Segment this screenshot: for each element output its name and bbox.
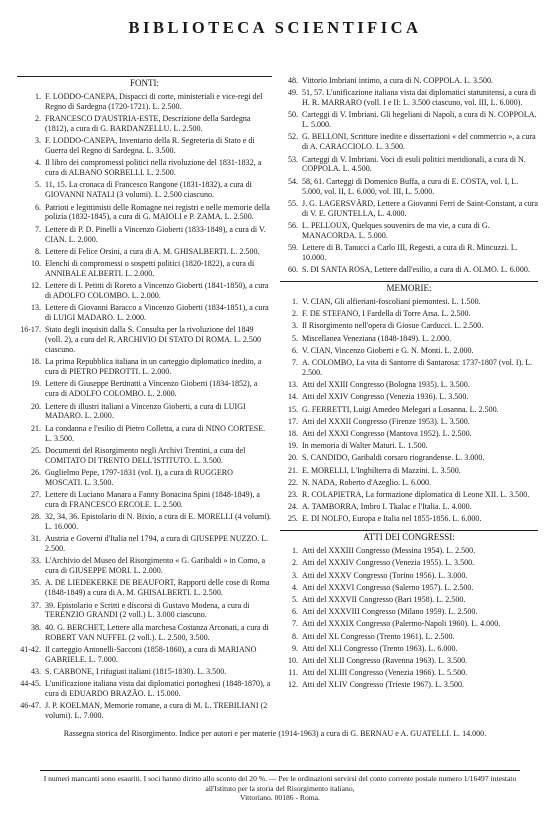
- list-item: [17, 578, 272, 598]
- item-number: 25.: [287, 514, 298, 524]
- list-item: [17, 180, 272, 200]
- item-number: 21.: [30, 423, 41, 433]
- item-text: A. COLOMBO, La vita di Santorre di Santarosa: 1737-1807 (vol. I). L. 2.500.: [302, 358, 533, 377]
- list-item: [17, 446, 272, 466]
- list-item: [17, 357, 272, 377]
- list-item: [280, 466, 538, 476]
- list-item: [280, 88, 538, 108]
- item-text: Atti del XXXVIII Congresso (Milano 1959). L. 2.500.: [302, 607, 478, 617]
- item-text: 58, 61. Carteggi di Domenico Buffa, a cura di E. COSTA, vol. I, L. 5.000, vol. II, L. 6.000, vol. III, L. 5.000.: [302, 176, 519, 196]
- item-text: Miscellanea Veneziana (1848-1849). L. 2.000.: [302, 333, 452, 343]
- item-number: 12.: [30, 281, 41, 291]
- item-text: La condanna e l'esilio di Pietro Colletta, a cura di NINO CORTESE. L. 3.500.: [45, 423, 266, 443]
- item-text: Austria e Governi d'Italia nel 1794, a cura di GIUSEPPE NUZZO. L. 2.500.: [45, 534, 269, 554]
- list-item: [17, 679, 272, 699]
- item-text: A. DE LIEDEKERKE DE BEAUFORT, Rapporti delle cose di Roma (1848-1849) a cura di A. M. GHISALBERTI. L. 2.500.: [45, 578, 270, 598]
- item-number: 54.: [287, 176, 298, 186]
- list-item: [280, 453, 538, 463]
- fonti-heading: FONTI:: [17, 76, 272, 89]
- item-text: Guglielmo Pepe, 1797-1831 (vol. I), a cura di RUGGERO MOSCATI. L. 3.500.: [45, 467, 233, 487]
- item-text: Atti del XXXIII Congresso (Messina 1954). L. 2.500.: [302, 546, 476, 556]
- item-number: 15.: [287, 404, 298, 414]
- item-text: Carteggi di V. Imbriani. Gli hegeliani di Napoli, a cura di N. COPPOLA. L. 5.000.: [302, 110, 537, 130]
- list-item: [280, 380, 538, 390]
- item-text: N. NADA, Roberto d'Azeglio. L. 6.000.: [302, 477, 432, 487]
- item-text: Lettere di I. Petitti di Roreto a Vincenzo Gioberti (1841-1850), a cura di ADOLFO COLOMBO. L. 2.000.: [45, 281, 269, 300]
- list-item: [280, 392, 538, 402]
- item-number: 2.: [291, 309, 298, 319]
- list-item: [280, 583, 538, 593]
- list-item: [17, 114, 272, 134]
- item-text: E. MORELLI, L'Inghilterra di Mazzini. L. 3.500.: [302, 465, 461, 475]
- item-text: J. P. KOELMAN, Memorie romane, a cura di M. L. TREBILIANI (2 volumi). L. 7.000.: [45, 701, 268, 721]
- item-number: 48.: [287, 76, 298, 85]
- item-number: 22.: [287, 477, 298, 487]
- item-text: 32, 34, 36. Epistolario di N. Bixio, a cura di E. MORELLI (4 volumi). L. 16.000.: [45, 512, 272, 531]
- item-number: 31.: [30, 534, 41, 544]
- item-number: 25.: [30, 445, 41, 455]
- item-text: 51, 57. L'unificazione italiana vista dai diplomatici statunitensi, a cura di H. R. MARRARO (voll. I e II: L. 3.500 ciascuno, vol. III, L. 6.000).: [302, 88, 537, 108]
- list-item: [280, 558, 538, 568]
- item-number: 18.: [30, 357, 41, 367]
- list-item: [280, 297, 538, 307]
- item-text: Atti del XXXIV Congresso (Venezia 1955). L. 3.500.: [302, 558, 475, 568]
- item-number: 6.: [291, 345, 298, 355]
- item-text: G. BELLONI, Scritture inedite e dissertazioni « del commercio », a cura di A. CARACCIOLO. L. 3.500.: [302, 132, 536, 152]
- item-number: 19.: [287, 441, 298, 451]
- item-number: 14.: [287, 392, 298, 402]
- item-number: 24.: [287, 502, 298, 512]
- item-number: 1.: [34, 92, 41, 101]
- item-number: 4.: [291, 582, 298, 592]
- item-text: E. DI NOLFO, Europa e Italia nel 1855-1856. L. 6.000.: [302, 514, 482, 524]
- item-text: Lettere di Felice Orsini, a cura di A. M. GHISALBERTI. L. 2.500.: [45, 246, 260, 256]
- list-item: [17, 303, 272, 323]
- item-text: FRANCESCO D'AUSTRIA-ESTE, Descrizione della Sardegna (1812), a cura di G. BARDANZELLU. L. 2.500.: [45, 114, 251, 134]
- item-text: Carteggi di V. Imbriani. Voci di esuli politici meridionali, a cura di N. COPPOLA. L. 4.500.: [302, 154, 526, 174]
- right-column: [280, 76, 538, 693]
- atti-heading: ATTI DEI CONGRESSI:: [280, 530, 538, 543]
- item-text: Atti del XLIII Congresso (Venezia 1966). L. 5.500.: [302, 668, 468, 678]
- page-title: BIBLIOTECA SCIENTIFICA: [128, 18, 422, 37]
- item-number: 20.: [287, 453, 298, 463]
- item-number: 8.: [34, 246, 41, 256]
- item-number: 9.: [291, 643, 298, 653]
- list-item: [17, 92, 272, 112]
- list-item: [17, 601, 272, 621]
- item-text: V. CIAN, Gli alfieriani-foscoliani piemontesi. L. 1.500.: [302, 296, 481, 306]
- item-text: Il libro dei compromessi politici nella rivoluzione del 1831-1832, a cura di ALBANO SORBELLI. L. 2.500.: [45, 158, 262, 178]
- item-text: A. TAMBORRA, Imbro I. Tkalac e l'Italia. L. 4.000.: [302, 502, 472, 512]
- list-item: [17, 512, 272, 532]
- list-item: [17, 645, 272, 665]
- item-number: 21.: [287, 465, 298, 475]
- list-item: [280, 478, 538, 488]
- list-item: [17, 325, 272, 355]
- list-item: [17, 158, 272, 178]
- list-item: [280, 199, 538, 219]
- list-item: [280, 595, 538, 605]
- item-text: F. LODDO-CANEPA, Dispacci di corte, ministeriali e vice-regi del Regno di Sardegna (1720-1721). L. 2.500.: [45, 92, 263, 111]
- item-number: 10.: [287, 656, 298, 666]
- list-item: [17, 534, 272, 554]
- list-item: [280, 243, 538, 263]
- list-item: [280, 656, 538, 666]
- item-number: 3.: [34, 136, 41, 146]
- item-text: Patrioti e legittimisti delle Romagne nei registri e nelle memorie della polizia (1832-1845), a cura di G. MAIOLI e P. ZAMA. L. 2.500.: [45, 202, 270, 222]
- item-text: Lettere di Giovanni Baracco a Vincenzo Gioberti (1834-1851), a cura di LUIGI MADARO. L. 2.000.: [45, 303, 269, 323]
- item-text: Lettere di illustri italiani a Vincenzo Gioberti, a cura di LUIGI MADARO. L. 2.000.: [45, 401, 246, 421]
- item-text: G. FERRETTI, Luigi Amedeo Melegari a Losanna. L. 2.500.: [302, 404, 499, 414]
- item-number: 41-42.: [20, 644, 41, 654]
- item-text: Atti del XLI Congresso (Trento 1963). L. 6.000.: [302, 643, 458, 653]
- list-item: [280, 571, 538, 581]
- item-text: S. CARBONE, I rifugiati italiani (1815-1830). L. 3.500.: [45, 666, 227, 676]
- item-number: 11.: [288, 668, 298, 678]
- item-number: 55.: [287, 198, 298, 208]
- item-number: 60.: [287, 265, 298, 275]
- item-number: 6.: [291, 607, 298, 617]
- list-item: [17, 556, 272, 576]
- list-item: [280, 632, 538, 642]
- item-text: Atti del XXXI Congresso (Mantova 1952). L. 2.500.: [302, 428, 472, 438]
- list-item: [280, 619, 538, 629]
- item-text: Atti del XLII Congresso (Ravenna 1963). L. 3.500.: [302, 656, 468, 666]
- list-item: [280, 490, 538, 500]
- list-item: [280, 429, 538, 439]
- item-number: 13.: [287, 380, 298, 390]
- item-number: 6.: [34, 202, 41, 212]
- item-number: 10.: [30, 258, 41, 268]
- atti-list: [280, 546, 538, 690]
- item-text: Stato degli inquisiti dalla S. Consulta per la rivoluzione del 1849 (voll. 2), a cura del R. ARCHIVIO DI STATO DI ROMA. L. 2.500 ciascuno.: [45, 325, 262, 355]
- list-item: [280, 110, 538, 130]
- item-number: 59.: [287, 242, 298, 252]
- item-text: 11, 15. La cronaca di Francesco Rangone (1831-1832), a cura di GIOVANNI NATALI (3 volumi). L. 2.500 ciascuno.: [45, 180, 252, 200]
- item-text: Atti del XXIII Congresso (Bologna 1935). L. 3.500.: [302, 380, 470, 390]
- item-text: Atti del XXXVI Congresso (Salerno 1957). L. 2.500.: [302, 582, 474, 592]
- footer-divider: [40, 770, 520, 771]
- item-number: 26.: [30, 467, 41, 477]
- item-number: 4.: [34, 158, 41, 168]
- item-number: 1.: [291, 296, 298, 306]
- list-item: [17, 667, 272, 677]
- item-text: Il Risorgimento nell'opera di Giosue Carducci. L. 2.500.: [302, 321, 484, 331]
- item-text: J. G. LAGERSVÄRD, Lettere a Giovanni Ferri de Saint-Constant, a cura di V. E. GIUNTELLA, L. 4.000.: [302, 198, 538, 218]
- rassegna-entry: Rassegna storica del Risorgimento. Indice per autori e per materie (1914-1963) a cura di G. BERNAU e A. GUATELLI. L. 14.000.: [63, 729, 487, 738]
- item-text: Vittorio Imbriani intimo, a cura di N. COPPOLA. L. 3.500.: [302, 76, 494, 85]
- item-text: Atti del XXXII Congresso (Firenze 1953). L. 3.500.: [302, 416, 470, 426]
- list-item: [280, 76, 538, 86]
- list-item: [17, 247, 272, 257]
- item-number: 20.: [30, 401, 41, 411]
- footer-note-line-2: Vittoriano. 00186 - Roma.: [240, 793, 320, 802]
- list-item: [17, 468, 272, 488]
- item-number: 50.: [287, 110, 298, 120]
- item-number: 44-45.: [20, 679, 41, 689]
- list-item: [280, 221, 538, 241]
- list-item: [17, 402, 272, 422]
- item-text: L. PELLOUX, Quelques souvenirs de ma vie, a cura di G. MANACORDA. L. 5.000.: [302, 220, 490, 240]
- item-text: Atti del XL Congresso (Trento 1961). L. 2.500.: [302, 631, 455, 641]
- item-text: Atti del XXXIX Congresso (Palermo-Napoli 1960). L. 4.000.: [302, 619, 501, 629]
- list-item: [280, 546, 538, 556]
- item-number: 2.: [34, 114, 41, 124]
- item-number: 1.: [291, 546, 298, 556]
- fonti-list: [17, 92, 272, 721]
- item-number: 33.: [30, 556, 41, 566]
- item-number: 35.: [30, 578, 41, 588]
- item-text: Atti del XXXVII Congresso (Bari 1958). L. 2.500.: [302, 595, 466, 605]
- list-item: [17, 136, 272, 156]
- list-item: [280, 668, 538, 678]
- item-number: 27.: [30, 489, 41, 499]
- item-number: 53.: [287, 154, 298, 164]
- list-item: [280, 265, 538, 275]
- item-text: S. DI SANTA ROSA, Lettere dall'esilio, a cura di A. OLMO. L. 6.000.: [302, 265, 530, 275]
- list-item: [17, 424, 272, 444]
- item-text: Elenchi di compromessi o sospetti politici (1820-1822), a cura di ANNIBALE ALBERTI. L. 2.000.: [45, 258, 255, 278]
- item-number: 38.: [30, 622, 41, 632]
- list-item: [280, 405, 538, 415]
- list-item: [280, 607, 538, 617]
- list-item: [280, 514, 538, 524]
- list-item: [280, 358, 538, 378]
- item-number: 19.: [30, 379, 41, 389]
- item-number: 7.: [34, 224, 41, 234]
- item-number: 5.: [291, 333, 298, 343]
- item-number: 37.: [30, 600, 41, 610]
- item-text: L'unificazione italiana vista dai diplomatici portoghesi (1848-1870), a cura di EDUARDO BRAZÃO. L. 15.000.: [45, 679, 271, 698]
- item-number: 56.: [287, 220, 298, 230]
- item-text: Atti del XLIV Congresso (Trieste 1967). L. 3.500.: [302, 680, 465, 690]
- list-item: [17, 623, 272, 643]
- item-number: 49.: [287, 88, 298, 98]
- item-number: 52.: [287, 132, 298, 142]
- item-number: 3.: [291, 570, 298, 580]
- item-number: 12.: [287, 680, 298, 690]
- item-number: 46-47.: [20, 701, 41, 711]
- list-item: [17, 490, 272, 510]
- list-item: [280, 132, 538, 152]
- fonti-list-continued: [280, 76, 538, 275]
- item-text: La prima Repubblica italiana in un carteggio diplomatico inedito, a cura di PIETRO PEDROTTI. L. 2.000.: [45, 357, 262, 377]
- item-text: S. CANDIDO, Garibaldi corsaro riograndense. L. 3.000.: [302, 453, 485, 463]
- item-text: V. CIAN, Vincenzo Gioberti e G. N. Monti. L. 2.000.: [302, 345, 474, 355]
- list-item: [280, 177, 538, 197]
- item-number: 5.: [291, 595, 298, 605]
- list-item: [17, 225, 272, 245]
- left-column: [17, 76, 272, 723]
- footer-note-line-1: I numeri mancanti sono esauriti. I soci hanno diritto allo sconto del 20 %. — Per le ordinazioni servirsi del conto corrente postale numero 1/16497 intestato all'Istituto per la storia del Risorgimento italiano,: [43, 774, 517, 793]
- list-item: [280, 321, 538, 331]
- list-item: [17, 203, 272, 223]
- item-text: F. DE STEFANO, I Fardella di Torre Arsa. L. 2.500.: [302, 309, 471, 319]
- item-text: In memoria di Walter Maturi. L. 1.500.: [302, 441, 428, 451]
- item-number: 23.: [287, 489, 298, 499]
- item-text: Lettere di B. Tanucci a Carlo III, Regesti, a cura di R. Mincuzzi. L. 10.000.: [302, 242, 518, 262]
- memorie-list: [280, 297, 538, 524]
- list-item: [280, 334, 538, 344]
- list-item: [280, 680, 538, 690]
- item-number: 3.: [291, 321, 298, 331]
- footer-notes: [40, 770, 520, 803]
- list-item: [17, 701, 272, 721]
- item-number: 13.: [30, 303, 41, 313]
- item-number: 17.: [287, 416, 298, 426]
- item-text: Atti del XXIV Congresso (Venezia 1936). L. 3.500.: [302, 392, 469, 402]
- list-item: [280, 417, 538, 427]
- list-item: [280, 644, 538, 654]
- item-text: R. COLAPIETRA, La formazione diplomatica di Leone XII. L. 3.500.: [302, 489, 530, 499]
- item-text: Lettere di Luciano Manara a Fanny Bonacina Spini (1848-1849), a cura di FRANCESCO ERCOLE. L. 2.500.: [45, 489, 260, 509]
- list-item: [280, 441, 538, 451]
- list-item: [280, 346, 538, 356]
- item-text: 39. Epistolario e Scritti e discorsi di Gustavo Modena, a cura di TERENZIO GRANDI (2 voll.) L. 3.000 ciascuno.: [45, 600, 250, 620]
- item-text: Atti del XXXV Congresso (Torino 1956). L. 3.000.: [302, 570, 468, 580]
- item-text: Lettere di Giuseppe Bertinatti a Vincenzo Gioberti (1834-1852), a cura di ADOLFO COLOMBO. L. 2.000.: [45, 379, 258, 399]
- item-number: 7.: [291, 358, 298, 367]
- item-text: F. LODDO-CANEPA, Inventario della R. Segreteria di Stato e di Guerra del Regno di Sardegna. L. 3.500.: [45, 136, 255, 156]
- item-number: 8.: [291, 631, 298, 641]
- item-number: 28.: [30, 512, 41, 522]
- list-item: [17, 379, 272, 399]
- item-number: 18.: [287, 428, 298, 438]
- item-text: L'Archivio del Museo del Risorgimento « G. Garibaldi » in Como, a cura di GIUSEPPE MORI. L. 2.000.: [45, 556, 266, 576]
- list-item: [17, 259, 272, 279]
- item-text: Lettere di P. D. Pinelli a Vincenzo Gioberti (1833-1849), a cura di V. CIAN. L. 2.000.: [45, 224, 266, 244]
- item-number: 43.: [30, 666, 41, 676]
- item-number: 2.: [291, 558, 298, 568]
- item-text: 40. G. BERCHET, Lettere alla marchesa Costanza Arconati, a cura di ROBERT VAN NUFFEL (2 voll.). L. 2.500, 3.500.: [45, 622, 269, 642]
- memorie-heading: MEMORIE:: [280, 281, 538, 294]
- list-item: [280, 309, 538, 319]
- item-text: Il carteggio Antonelli-Sacconi (1858-1860), a cura di MARIANO GABRIELE. L. 7.000.: [45, 644, 257, 664]
- list-item: [280, 502, 538, 512]
- item-number: 16-17.: [20, 325, 41, 335]
- list-item: [280, 155, 538, 175]
- item-number: 7.: [291, 619, 298, 629]
- list-item: [17, 281, 272, 301]
- item-text: Documenti del Risorgimento negli Archivi Trentini, a cura del COMITATO DI TRENTO DELL'ISTITUTO. L. 3.500.: [45, 445, 246, 465]
- item-number: 5.: [34, 180, 41, 190]
